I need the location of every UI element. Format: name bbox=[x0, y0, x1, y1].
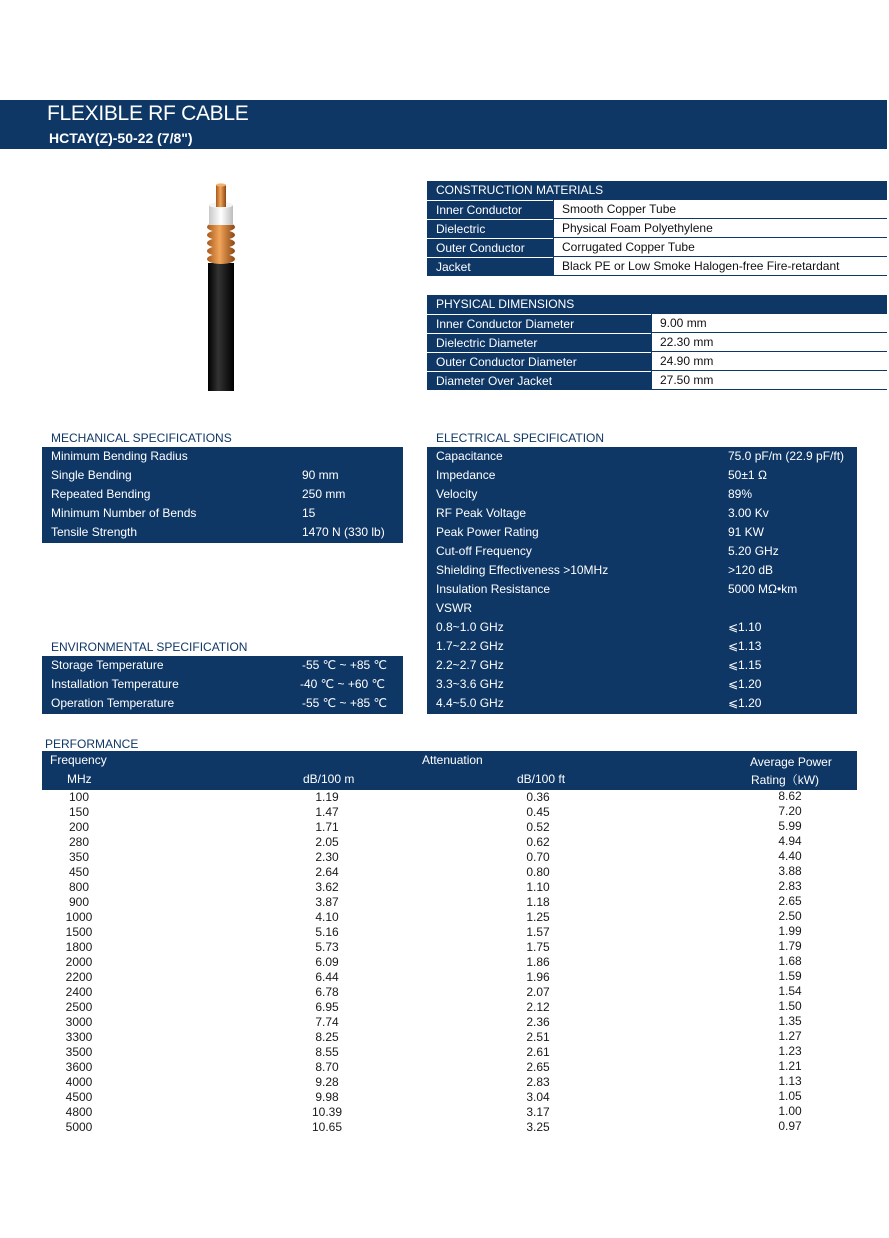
spec-label: Minimum Bending Radius bbox=[51, 449, 188, 463]
row-label: Jacket bbox=[427, 257, 553, 276]
spec-row bbox=[42, 694, 403, 713]
spec-value: -55 ℃ ~ +85 ℃ bbox=[302, 696, 387, 710]
table-row bbox=[42, 910, 857, 925]
spec-label: 3.3~3.6 GHz bbox=[436, 677, 504, 691]
physical-dimensions-table bbox=[427, 295, 887, 390]
table-row bbox=[42, 820, 857, 835]
table-row bbox=[42, 865, 857, 880]
table-row bbox=[427, 371, 887, 390]
cell-db-per-100m: 8.55 bbox=[315, 1045, 339, 1059]
row-value: 22.30 mm bbox=[651, 333, 887, 352]
spec-row bbox=[427, 561, 857, 580]
cell-db-per-100ft: 0.80 bbox=[526, 865, 550, 879]
spec-value: 50±1 Ω bbox=[728, 468, 767, 482]
environmental-specification-block bbox=[42, 656, 403, 714]
page-title: FLEXIBLE RF CABLE bbox=[47, 102, 249, 125]
model-number: HCTAY(Z)-50-22 (7/8") bbox=[49, 130, 193, 146]
cell-average-power: 1.79 bbox=[778, 939, 802, 953]
cell-average-power: 4.40 bbox=[778, 849, 802, 863]
spec-row bbox=[42, 504, 403, 523]
table-row bbox=[42, 1000, 857, 1015]
spec-row bbox=[427, 675, 857, 694]
cell-average-power: 1.27 bbox=[778, 1029, 802, 1043]
cell-frequency: 2500 bbox=[65, 1000, 93, 1014]
row-label: Dielectric Diameter bbox=[427, 333, 651, 352]
table-row bbox=[42, 1090, 857, 1105]
cell-db-per-100m: 10.39 bbox=[311, 1105, 343, 1119]
cell-frequency: 2000 bbox=[65, 955, 93, 969]
spec-value: >120 dB bbox=[728, 563, 774, 577]
cell-frequency: 2200 bbox=[65, 970, 93, 984]
performance-title: PERFORMANCE bbox=[45, 737, 139, 751]
spec-label: Velocity bbox=[436, 487, 478, 501]
table-row bbox=[42, 970, 857, 985]
cell-db-per-100ft: 3.17 bbox=[526, 1105, 550, 1119]
cell-db-per-100ft: 0.45 bbox=[526, 805, 550, 819]
cell-average-power: 0.97 bbox=[778, 1119, 802, 1133]
cell-average-power: 7.20 bbox=[778, 804, 802, 818]
cell-db-per-100m: 7.74 bbox=[315, 1015, 339, 1029]
row-value: Smooth Copper Tube bbox=[553, 200, 887, 219]
cell-db-per-100m: 3.62 bbox=[315, 880, 339, 894]
cell-average-power: 1.50 bbox=[778, 999, 802, 1013]
cell-db-per-100ft: 0.52 bbox=[526, 820, 550, 834]
table-row bbox=[427, 352, 887, 371]
spec-value: 5.20 GHz bbox=[728, 544, 779, 558]
cell-frequency: 3500 bbox=[65, 1045, 93, 1059]
spec-label: Single Bending bbox=[51, 468, 132, 482]
spec-row bbox=[427, 485, 857, 504]
cell-frequency: 280 bbox=[68, 835, 90, 849]
table-row bbox=[42, 790, 857, 805]
col-header-power-1: Average Power bbox=[750, 755, 832, 769]
electrical-title: ELECTRICAL SPECIFICATION bbox=[436, 431, 605, 445]
cell-average-power: 8.62 bbox=[778, 789, 802, 803]
table-row bbox=[42, 1120, 857, 1135]
inner-conductor-shape bbox=[216, 185, 226, 207]
row-value: Physical Foam Polyethylene bbox=[553, 219, 887, 238]
spec-value: 3.00 Kv bbox=[728, 506, 769, 520]
cell-average-power: 1.99 bbox=[778, 924, 802, 938]
cell-db-per-100ft: 3.04 bbox=[526, 1090, 550, 1104]
cell-frequency: 3000 bbox=[65, 1015, 93, 1029]
cell-average-power: 4.94 bbox=[778, 834, 802, 848]
cell-db-per-100m: 1.47 bbox=[315, 805, 339, 819]
spec-value: -55 ℃ ~ +85 ℃ bbox=[302, 658, 387, 672]
cell-frequency: 1800 bbox=[65, 940, 93, 954]
cell-average-power: 1.35 bbox=[778, 1014, 802, 1028]
row-label: Inner Conductor Diameter bbox=[427, 314, 651, 333]
spec-value: 90 mm bbox=[302, 468, 339, 482]
cell-frequency: 150 bbox=[68, 805, 90, 819]
table-row bbox=[42, 940, 857, 955]
cell-db-per-100m: 1.19 bbox=[315, 790, 339, 804]
spec-label: Minimum Number of Bends bbox=[51, 506, 197, 520]
row-value: 27.50 mm bbox=[651, 371, 887, 390]
spec-label: Shielding Effectiveness >10MHz bbox=[436, 563, 609, 577]
col-header-frequency: Frequency bbox=[50, 753, 107, 767]
table-row bbox=[42, 835, 857, 850]
spec-label: 1.7~2.2 GHz bbox=[436, 639, 504, 653]
environmental-title: ENVIRONMENTAL SPECIFICATION bbox=[51, 640, 248, 654]
spec-row bbox=[42, 675, 403, 694]
spec-row bbox=[427, 656, 857, 675]
table-row bbox=[42, 895, 857, 910]
cell-db-per-100ft: 0.70 bbox=[526, 850, 550, 864]
cell-db-per-100m: 6.78 bbox=[315, 985, 339, 999]
cell-average-power: 2.83 bbox=[778, 879, 802, 893]
cell-db-per-100ft: 1.25 bbox=[526, 910, 550, 924]
cell-db-per-100ft: 0.36 bbox=[526, 790, 550, 804]
spec-row bbox=[427, 504, 857, 523]
spec-label: Storage Temperature bbox=[51, 658, 164, 672]
cell-db-per-100m: 10.65 bbox=[311, 1120, 343, 1134]
row-value: Corrugated Copper Tube bbox=[553, 238, 887, 257]
spec-row bbox=[427, 637, 857, 656]
spec-row bbox=[42, 656, 403, 675]
table-row bbox=[42, 985, 857, 1000]
table-row bbox=[427, 333, 887, 352]
cell-average-power: 1.05 bbox=[778, 1089, 802, 1103]
cell-frequency: 800 bbox=[68, 880, 90, 894]
cell-db-per-100ft: 3.25 bbox=[526, 1120, 550, 1134]
cell-db-per-100ft: 0.62 bbox=[526, 835, 550, 849]
spec-value: 91 KW bbox=[728, 525, 765, 539]
spec-value: 89% bbox=[728, 487, 753, 501]
cell-db-per-100ft: 1.86 bbox=[526, 955, 550, 969]
table-row bbox=[427, 238, 887, 257]
cell-db-per-100m: 3.87 bbox=[315, 895, 339, 909]
row-label: Inner Conductor bbox=[427, 200, 553, 219]
row-label: Dielectric bbox=[427, 219, 553, 238]
construction-header: CONSTRUCTION MATERIALS bbox=[427, 181, 887, 200]
cell-frequency: 4000 bbox=[65, 1075, 93, 1089]
cell-db-per-100m: 1.71 bbox=[315, 820, 339, 834]
cell-frequency: 3600 bbox=[65, 1060, 93, 1074]
spec-row bbox=[42, 466, 403, 485]
mechanical-title: MECHANICAL SPECIFICATIONS bbox=[51, 431, 232, 445]
cell-db-per-100m: 6.09 bbox=[315, 955, 339, 969]
col-header-db-ft: dB/100 ft bbox=[517, 772, 566, 786]
cell-frequency: 900 bbox=[68, 895, 90, 909]
cell-db-per-100m: 2.64 bbox=[315, 865, 339, 879]
cell-average-power: 1.00 bbox=[778, 1104, 802, 1118]
table-row bbox=[427, 200, 887, 219]
row-label: Outer Conductor bbox=[427, 238, 553, 257]
cell-db-per-100ft: 2.65 bbox=[526, 1060, 550, 1074]
cell-db-per-100m: 4.10 bbox=[315, 910, 339, 924]
spec-label: Impedance bbox=[436, 468, 496, 482]
electrical-specification-block bbox=[427, 447, 857, 714]
row-value: 24.90 mm bbox=[651, 352, 887, 371]
spec-row bbox=[427, 542, 857, 561]
jacket-shape bbox=[208, 263, 234, 391]
spec-row bbox=[42, 447, 403, 466]
spec-value: 1470 N (330 lb) bbox=[302, 525, 385, 539]
spec-label: Tensile Strength bbox=[51, 525, 138, 539]
spec-label: VSWR bbox=[436, 601, 472, 615]
cell-db-per-100ft: 1.18 bbox=[526, 895, 550, 909]
performance-table-body bbox=[42, 790, 857, 1135]
spec-value: 75.0 pF/m (22.9 pF/ft) bbox=[728, 449, 845, 463]
col-header-db-m: dB/100 m bbox=[303, 772, 355, 786]
table-row bbox=[427, 314, 887, 333]
table-row bbox=[42, 850, 857, 865]
col-header-mhz: MHz bbox=[67, 772, 92, 786]
spec-value: -40 ℃ ~ +60 ℃ bbox=[300, 677, 385, 691]
cell-db-per-100m: 8.25 bbox=[315, 1030, 339, 1044]
construction-materials-table bbox=[427, 181, 887, 276]
spec-label: Cut-off Frequency bbox=[436, 544, 532, 558]
cell-frequency: 1000 bbox=[65, 910, 93, 924]
spec-value: 5000 MΩ•km bbox=[728, 582, 798, 596]
cell-db-per-100m: 6.95 bbox=[315, 1000, 339, 1014]
spec-label: RF Peak Voltage bbox=[436, 506, 527, 520]
cell-db-per-100m: 5.16 bbox=[315, 925, 339, 939]
table-row bbox=[42, 1060, 857, 1075]
cell-db-per-100m: 9.98 bbox=[315, 1090, 339, 1104]
cell-db-per-100m: 2.05 bbox=[315, 835, 339, 849]
spec-label: Repeated Bending bbox=[51, 487, 151, 501]
cell-db-per-100ft: 1.57 bbox=[526, 925, 550, 939]
spec-value: ⩽1.10 bbox=[728, 620, 762, 634]
table-row bbox=[42, 1015, 857, 1030]
cell-average-power: 2.50 bbox=[778, 909, 802, 923]
cell-frequency: 2400 bbox=[65, 985, 93, 999]
cell-frequency: 3300 bbox=[65, 1030, 93, 1044]
row-value: Black PE or Low Smoke Halogen-free Fire-retardant bbox=[553, 257, 887, 276]
cell-average-power: 2.65 bbox=[778, 894, 802, 908]
spec-value: ⩽1.20 bbox=[728, 677, 762, 691]
cell-frequency: 100 bbox=[68, 790, 90, 804]
cell-average-power: 1.68 bbox=[778, 954, 802, 968]
spec-row bbox=[427, 618, 857, 637]
cell-db-per-100ft: 2.12 bbox=[526, 1000, 550, 1014]
cell-db-per-100m: 2.30 bbox=[315, 850, 339, 864]
cell-average-power: 5.99 bbox=[778, 819, 802, 833]
cell-average-power: 1.13 bbox=[778, 1074, 802, 1088]
spec-row bbox=[427, 466, 857, 485]
physical-header: PHYSICAL DIMENSIONS bbox=[427, 295, 887, 314]
spec-value: 250 mm bbox=[302, 487, 346, 501]
table-row bbox=[42, 1030, 857, 1045]
performance-table-header bbox=[42, 751, 857, 790]
header-band bbox=[0, 100, 887, 149]
spec-value: ⩽1.20 bbox=[728, 696, 762, 710]
spec-label: Capacitance bbox=[436, 449, 503, 463]
cell-frequency: 350 bbox=[68, 850, 90, 864]
row-label: Diameter Over Jacket bbox=[427, 371, 651, 390]
spec-label: Installation Temperature bbox=[51, 677, 179, 691]
spec-row bbox=[42, 523, 403, 542]
spec-label: 0.8~1.0 GHz bbox=[436, 620, 504, 634]
cell-db-per-100ft: 1.75 bbox=[526, 940, 550, 954]
mechanical-specifications-block bbox=[42, 447, 403, 543]
cell-db-per-100ft: 2.07 bbox=[526, 985, 550, 999]
cell-average-power: 3.88 bbox=[778, 864, 802, 878]
corrugated-outer-conductor bbox=[207, 222, 235, 264]
cell-db-per-100ft: 1.96 bbox=[526, 970, 550, 984]
table-row bbox=[42, 925, 857, 940]
cell-average-power: 1.54 bbox=[778, 984, 802, 998]
cell-db-per-100m: 5.73 bbox=[315, 940, 339, 954]
row-value: 9.00 mm bbox=[651, 314, 887, 333]
spec-row bbox=[42, 485, 403, 504]
spec-row bbox=[427, 447, 857, 466]
cell-average-power: 1.23 bbox=[778, 1044, 802, 1058]
cell-frequency: 4800 bbox=[65, 1105, 93, 1119]
spec-row bbox=[427, 694, 857, 713]
cell-db-per-100m: 6.44 bbox=[315, 970, 339, 984]
spec-row bbox=[427, 599, 857, 618]
spec-value: 15 bbox=[302, 506, 316, 520]
table-row bbox=[427, 219, 887, 238]
spec-value: ⩽1.15 bbox=[728, 658, 762, 672]
spec-label: Operation Temperature bbox=[51, 696, 175, 710]
spec-value: ⩽1.13 bbox=[728, 639, 762, 653]
table-row bbox=[42, 880, 857, 895]
cell-frequency: 450 bbox=[68, 865, 90, 879]
table-row bbox=[42, 1045, 857, 1060]
cell-db-per-100ft: 1.10 bbox=[526, 880, 550, 894]
spec-label: Peak Power Rating bbox=[436, 525, 539, 539]
table-row bbox=[427, 257, 887, 276]
cell-db-per-100ft: 2.83 bbox=[526, 1075, 550, 1089]
cell-db-per-100m: 9.28 bbox=[315, 1075, 339, 1089]
cell-frequency: 4500 bbox=[65, 1090, 93, 1104]
table-row bbox=[42, 805, 857, 820]
spec-row bbox=[427, 523, 857, 542]
cell-frequency: 1500 bbox=[65, 925, 93, 939]
cell-frequency: 5000 bbox=[65, 1120, 93, 1134]
spec-label: 2.2~2.7 GHz bbox=[436, 658, 504, 672]
cell-db-per-100m: 8.70 bbox=[315, 1060, 339, 1074]
table-row bbox=[42, 1105, 857, 1120]
spec-row bbox=[427, 580, 857, 599]
cell-average-power: 1.21 bbox=[778, 1059, 802, 1073]
cell-db-per-100ft: 2.51 bbox=[526, 1030, 550, 1044]
cell-db-per-100ft: 2.61 bbox=[526, 1045, 550, 1059]
cell-frequency: 200 bbox=[68, 820, 90, 834]
table-row bbox=[42, 1075, 857, 1090]
row-label: Outer Conductor Diameter bbox=[427, 352, 651, 371]
table-row bbox=[42, 955, 857, 970]
col-header-power-2: Rating（kW) bbox=[751, 773, 820, 787]
spec-label: 4.4~5.0 GHz bbox=[436, 696, 504, 710]
cell-db-per-100ft: 2.36 bbox=[526, 1015, 550, 1029]
cell-average-power: 1.59 bbox=[778, 969, 802, 983]
cable-illustration bbox=[198, 183, 246, 393]
col-header-attenuation: Attenuation bbox=[422, 753, 483, 767]
spec-label: Insulation Resistance bbox=[436, 582, 551, 596]
